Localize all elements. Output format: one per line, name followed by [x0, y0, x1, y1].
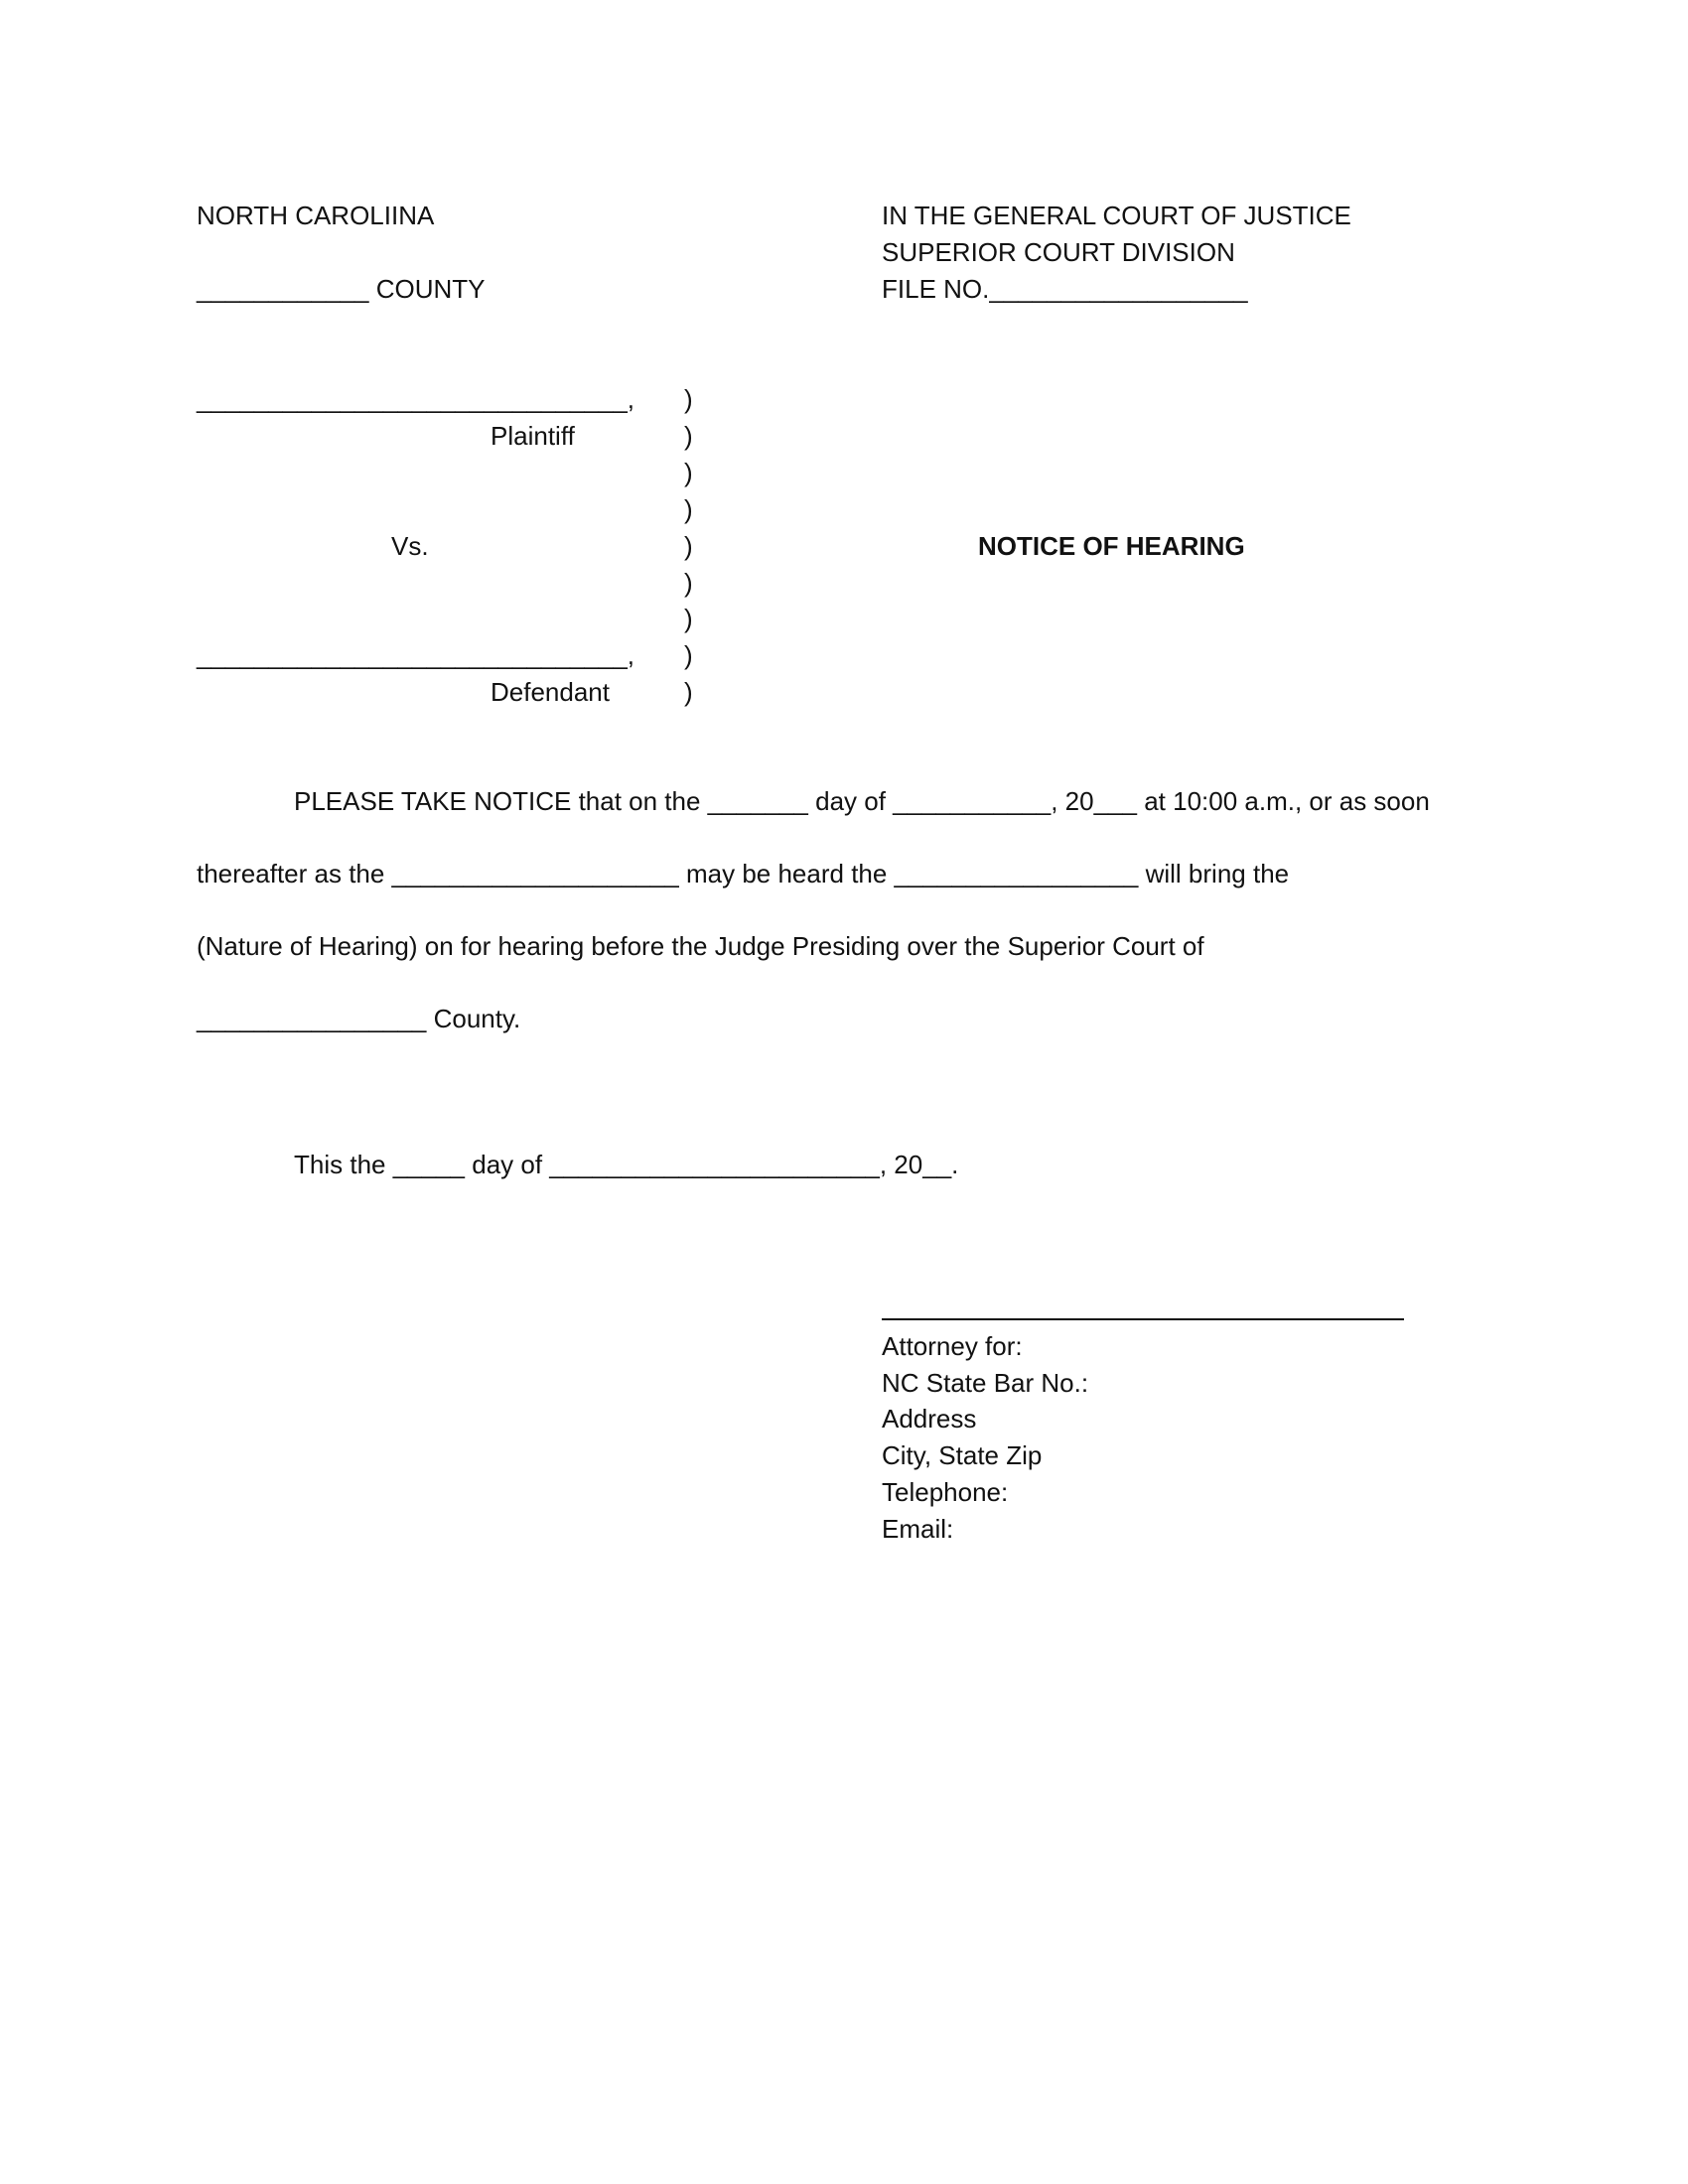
caption-paren: ): [684, 677, 693, 707]
court-division: SUPERIOR COURT DIVISION: [882, 237, 1235, 267]
defendant-name-field: ______________________________,: [197, 640, 635, 670]
email-label: Email:: [882, 1514, 954, 1544]
document-title: NOTICE OF HEARING: [978, 531, 1245, 561]
caption-paren: ): [684, 421, 693, 451]
versus-label: Vs.: [391, 531, 429, 561]
caption-paren: ): [684, 604, 693, 633]
court-name: IN THE GENERAL COURT OF JUSTICE: [882, 201, 1351, 230]
state-name: NORTH CAROLIINA: [197, 201, 435, 230]
telephone-label: Telephone:: [882, 1477, 1009, 1507]
notice-line-2: thereafter as the ____________________ may be heard the _________________ will bring the: [197, 859, 1290, 888]
caption-paren: ): [684, 458, 693, 487]
notice-line-4: ________________ County.: [197, 1004, 521, 1033]
notice-line-3: (Nature of Hearing) on for hearing before the Judge Presiding over the Superior Court of: [197, 931, 1204, 961]
plaintiff-label: Plaintiff: [491, 421, 575, 451]
defendant-label: Defendant: [491, 677, 610, 707]
caption-paren: ): [684, 494, 693, 524]
plaintiff-name-field: ______________________________,: [197, 384, 635, 414]
attorney-for-label: Attorney for:: [882, 1331, 1023, 1361]
dated-line: This the _____ day of _______________________, 20__.: [294, 1150, 959, 1179]
file-number-field: FILE NO.__________________: [882, 274, 1248, 304]
bar-number-label: NC State Bar No.:: [882, 1368, 1089, 1398]
caption-paren: ): [684, 640, 693, 670]
signature-line: [882, 1318, 1404, 1320]
caption-paren: ): [684, 531, 693, 561]
caption-paren: ): [684, 384, 693, 414]
address-label: Address: [882, 1404, 977, 1433]
county-field: ____________ COUNTY: [197, 274, 486, 304]
city-state-zip-label: City, State Zip: [882, 1440, 1043, 1470]
notice-line-1: PLEASE TAKE NOTICE that on the _______ day of ___________, 20___ at 10:00 a.m., or as soon: [294, 786, 1430, 816]
caption-paren: ): [684, 568, 693, 598]
